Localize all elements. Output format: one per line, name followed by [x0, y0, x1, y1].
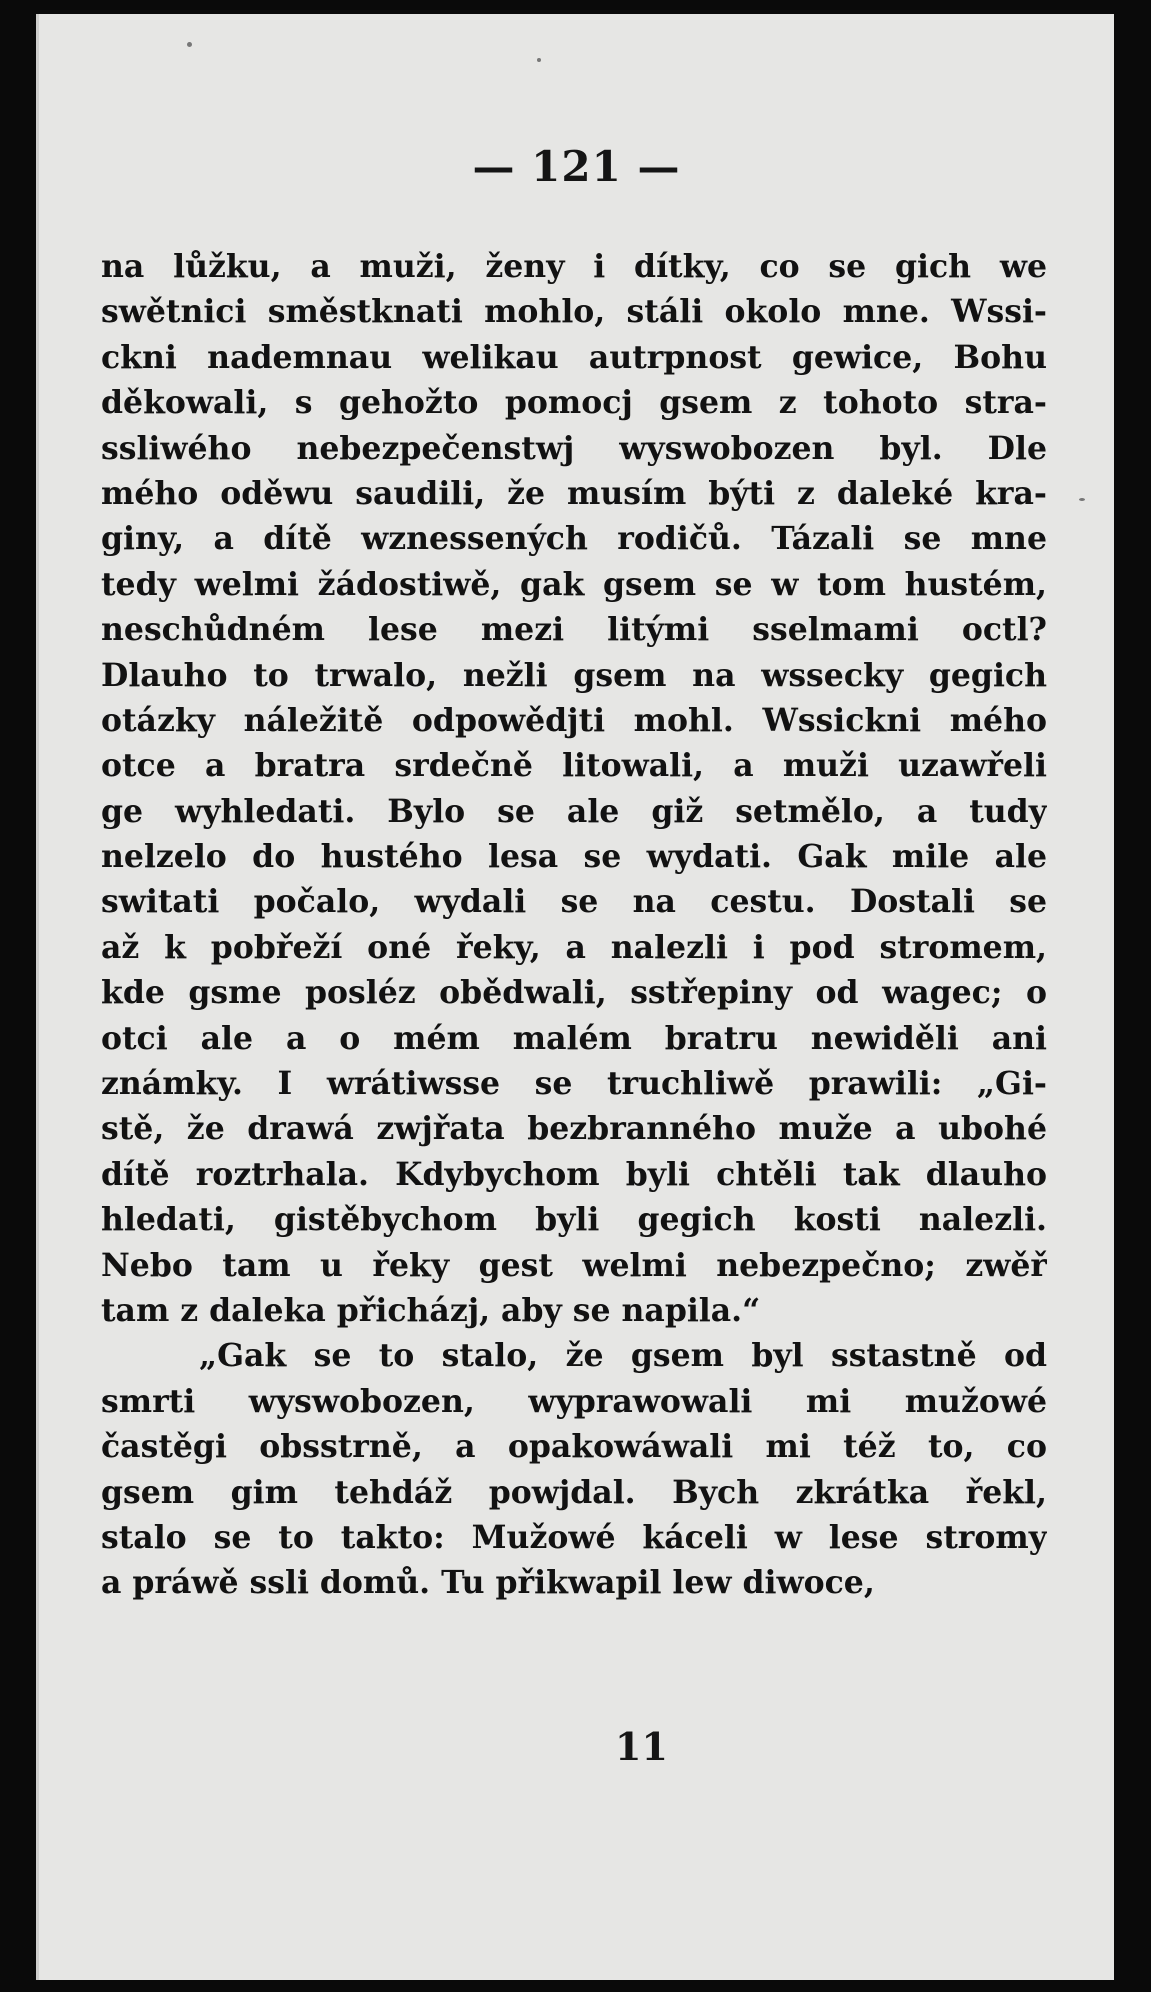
signature-mark: 11: [615, 1724, 668, 1769]
text-line: otci ale a o mém malém bratru newiděli ani: [101, 1019, 1047, 1057]
text-line: stě, že drawá zwjřata bezbranného muže a ubohé: [101, 1110, 1047, 1148]
book-page: [36, 14, 1114, 1980]
paper-speck: [537, 58, 541, 62]
text-line: hledati, gistěbychom byli gegich kosti nalezli.: [101, 1201, 1047, 1239]
text-line: otázky náležitě odpowědjti mohl. Wssickni mého: [101, 701, 1047, 739]
text-line: switati počalo, wydali se na cestu. Dostali se: [101, 883, 1047, 921]
page-number-header: — 121 —: [472, 142, 681, 191]
text-line: kde gsme posléz obědwali, sstřepiny od wagec; o: [101, 974, 1047, 1012]
text-line: dítě roztrhala. Kdybychom byli chtěli tak dlauho: [101, 1155, 1047, 1193]
text-line: ge wyhledati. Bylo se ale giž setmělo, a tudy: [101, 792, 1047, 830]
text-line: Dlauho to trwalo, nežli gsem na wssecky gegich: [101, 656, 1047, 694]
text-line: otce a bratra srdečně litowali, a muži uzawřeli: [101, 747, 1047, 785]
paper-speck: [187, 42, 192, 47]
text-line: děkowali, s gehožto pomocj gsem z tohoto stra-: [101, 384, 1047, 422]
text-line: swětnici směstknati mohlo, stáli okolo mne. Wssi-: [101, 293, 1047, 331]
text-line: a práwě ssli domů. Tu přikwapil lew diwoce,: [101, 1564, 875, 1602]
text-line: známky. I wrátiwsse se truchliwě prawili: „Gi-: [101, 1065, 1047, 1103]
text-line: Nebo tam u řeky gest welmi nebezpečno; zwěř: [101, 1246, 1047, 1284]
text-line: ckni nademnau welikau autrpnost gewice, Bohu: [101, 338, 1047, 376]
text-line: tedy welmi žádostiwě, gak gsem se w tom hustém,: [101, 565, 1047, 603]
text-line: nelzelo do hustého lesa se wydati. Gak mile ale: [101, 838, 1047, 876]
body-text: [101, 244, 1047, 1606]
paper-speck: [1079, 498, 1085, 501]
text-line: až k pobřeží oné řeky, a nalezli i pod stromem,: [101, 928, 1047, 966]
text-line: „Gak se to stalo, že gsem byl sstastně od: [199, 1337, 1047, 1375]
text-line: ssliwého nebezpečenstwj wyswobozen byl. Dle: [101, 429, 1047, 467]
text-line: gsem gim tehdáž powjdal. Bych zkrátka řekl,: [101, 1473, 1047, 1511]
text-line: mého oděwu saudili, že musím býti z daleké kra-: [101, 474, 1047, 512]
text-line: častěgi obsstrně, a opakowáwali mi též to, co: [101, 1428, 1047, 1466]
text-line: giny, a dítě wznessených rodičů. Tázali se mne: [101, 520, 1047, 558]
text-line: smrti wyswobozen, wyprawowali mi mužowé: [101, 1382, 1047, 1420]
text-line: na lůžku, a muži, ženy i dítky, co se gich we: [101, 248, 1047, 285]
text-line: stalo se to takto: Mužowé káceli w lese stromy: [101, 1518, 1047, 1556]
text-line: tam z daleka přicházj, aby se napila.“: [101, 1291, 761, 1329]
text-line: neschůdném lese mezi litými sselmami octl?: [101, 611, 1047, 649]
